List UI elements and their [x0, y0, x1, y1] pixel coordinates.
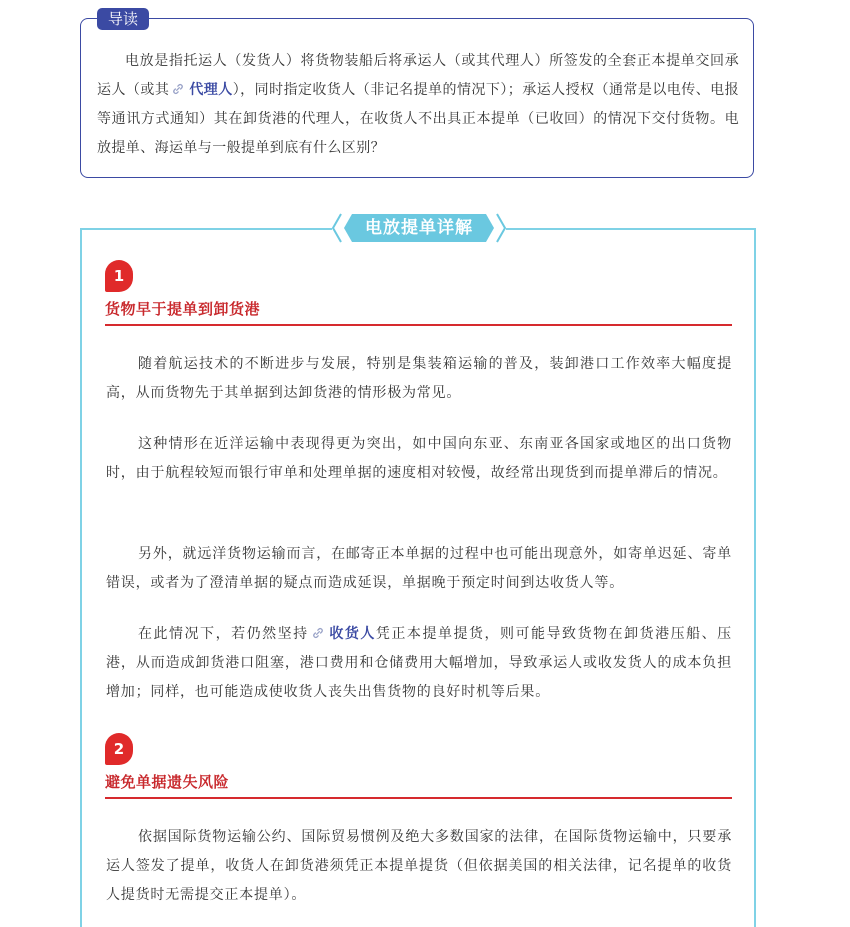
intro-text-part-1: 电放是指托运人（发货人）将货物装船后将承运人（或其代理人）所签发的全套正本提单交回承运人（或其 — [97, 53, 739, 98]
section-banner-title: 电放提单详解 — [365, 218, 473, 238]
intro-text-part-2: ），同时指定收货人（非记名提单的情况下）；承运人授权（通常是以电传、电报等通讯方式通知）其在卸货港的代理人，在收货人不出具正本提单（已收回）的情况下交付货物。电放提单、海运单与一般提单到底有什么区别？ — [97, 82, 740, 156]
item-1-paragraph-2: 这种情形在近洋运输中表现得更为突出，如中国向东亚、东南亚各国家或地区的出口货物时，由于航程较短而银行审单和处理单据的速度相对较慢，故经常出现货到而提单滞后的情况。 — [106, 436, 732, 481]
item-1-paragraph-3: 另外，就远洋货物运输而言，在邮寄正本单据的过程中也可能出现意外，如寄单迟延、寄单错误，或者为了澄清单据的疑点而造成延误，单据晚于预定时间到达收货人等。 — [106, 546, 732, 591]
agent-link[interactable]: 代理人 — [189, 82, 233, 98]
item-1-paragraph-4 — [106, 620, 732, 707]
item-1-heading-rule — [105, 324, 732, 326]
link-icon — [171, 82, 185, 96]
item-1-paragraph-1: 随着航运技术的不断进步与发展，特别是集装箱运输的普及，装卸港口工作效率大幅度提高，从而货物先于其单据到达卸货港的情形极为常见。 — [106, 356, 732, 401]
consignee-link[interactable]: 收货人 — [328, 626, 376, 642]
item-2-heading: 避免单据遗失风险 — [105, 773, 230, 791]
item-2-number-badge: 2 — [105, 733, 133, 765]
intro-tag: 导读 — [97, 8, 149, 30]
section-banner — [332, 212, 506, 244]
item-1-number-badge: 1 — [105, 260, 133, 292]
link-icon — [311, 626, 325, 640]
item-2-paragraph-1: 依据国际货物运输公约、国际贸易惯例及绝大多数国家的法律，在国际货物运输中，只要承运人签发了提单，收货人在卸货港须凭正本提单提货（但依据美国的相关法律，记名提单的收货人提货时无需提交正本提单）。 — [106, 829, 732, 903]
intro-text — [97, 47, 739, 163]
item-1-heading: 货物早于提单到卸货港 — [105, 300, 261, 318]
item-1-paragraph-4-part-2: 凭正本提单提货，则可能导致货物在卸货港压船、压港，从而造成卸货港口阻塞，港口费用和仓储费用大幅增加，导致承运人或收发货人的成本负担增加；同样，也可能造成使收货人丧失出售货物的良好时机等后果。 — [106, 626, 732, 700]
item-1-paragraph-4-part-1: 在此情况下，若仍然坚持 — [138, 626, 309, 642]
item-2-heading-rule — [105, 797, 732, 799]
intro-box — [80, 10, 754, 178]
